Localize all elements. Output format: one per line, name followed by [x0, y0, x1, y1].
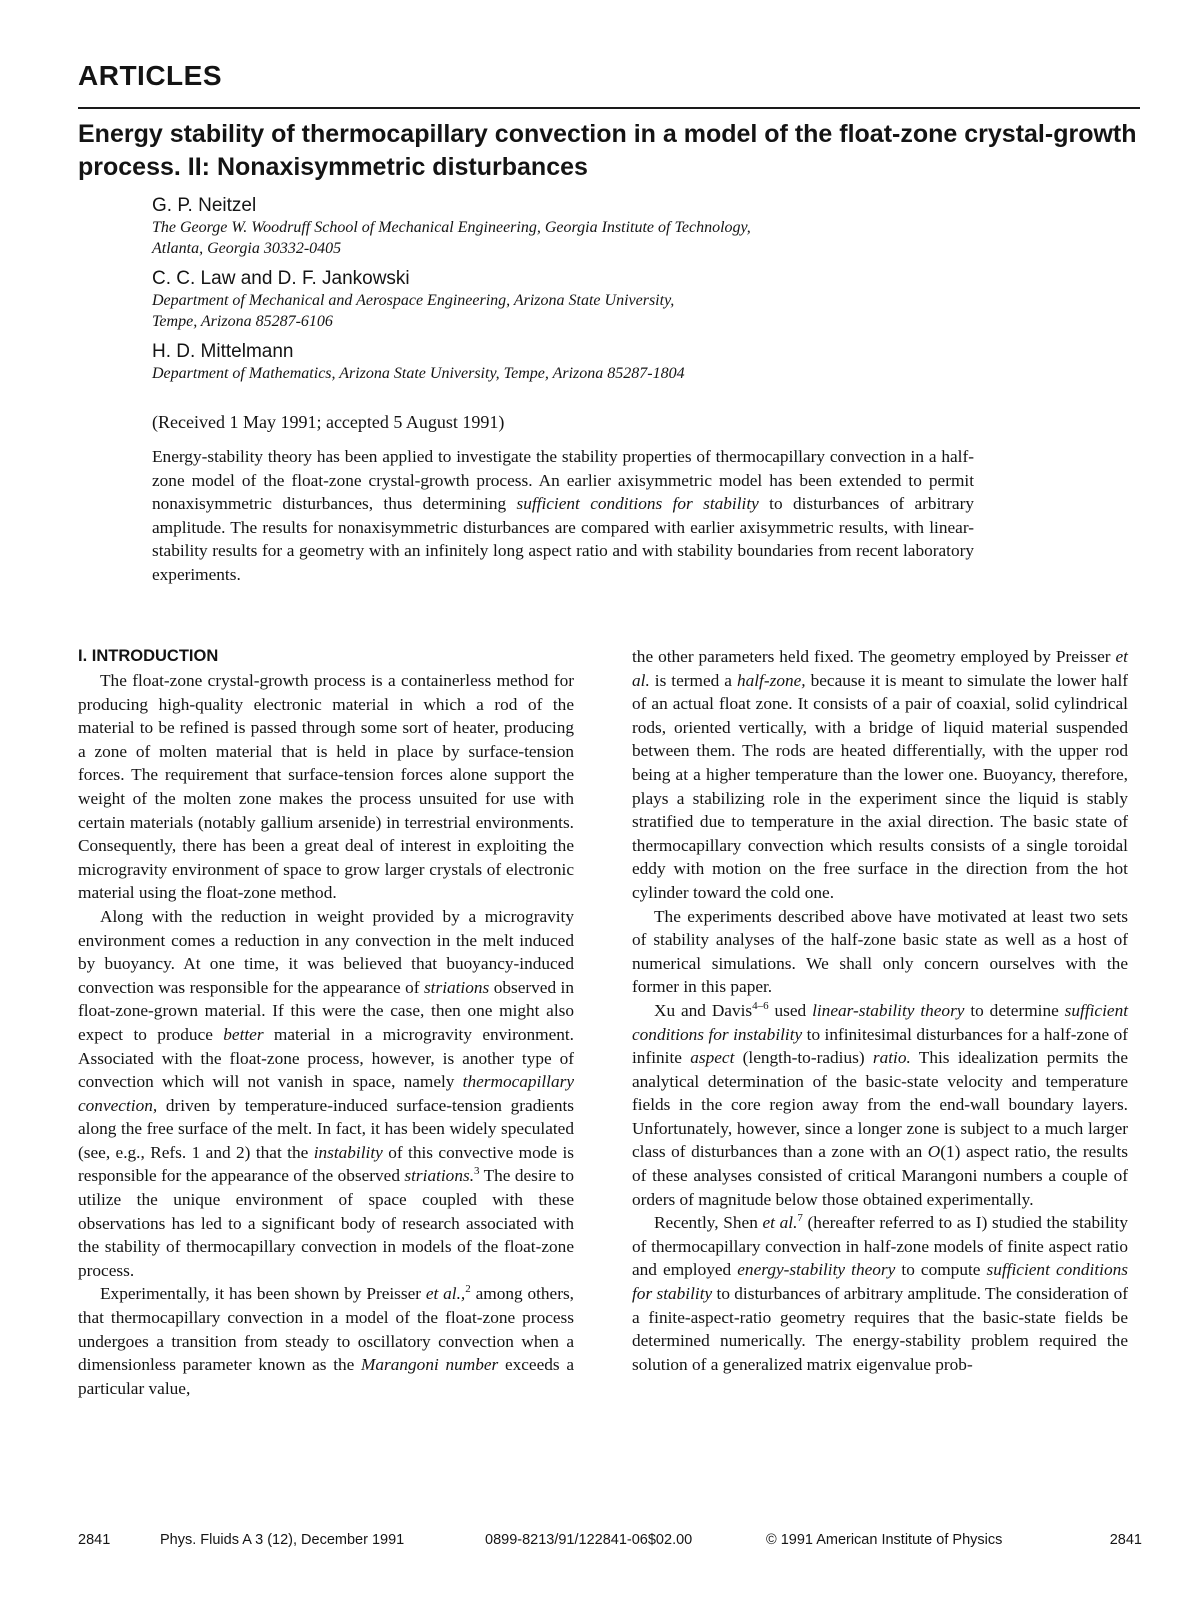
author-block	[152, 268, 1012, 332]
paragraph: The experiments described above have motivated at least two sets of stability analyses of the half-zone basic state as well as a host of numerical simulations. We shall only concern ourselves with the former in this paper.	[632, 906, 1128, 997]
author-name: H. D. Mittelmann	[152, 341, 294, 362]
page-footer	[78, 1532, 1142, 1556]
abstract-emphasis: sufficient conditions for stability	[516, 494, 759, 514]
right-column	[632, 645, 1128, 1376]
journal-citation: Phys. Fluids A 3 (12), December 1991	[160, 1532, 405, 1548]
copyright-notice: © 1991 American Institute of Physics	[766, 1532, 1003, 1548]
received-dates: (Received 1 May 1991; accepted 5 August 1991)	[152, 412, 505, 432]
article-code: 0899-8213/91/122841-06$02.00	[485, 1532, 693, 1548]
section-heading: I. INTRODUCTION	[78, 647, 219, 665]
page-number-left: 2841	[78, 1532, 111, 1548]
left-column	[78, 645, 574, 1400]
paragraph: Recently, Shen et al.$^7$ (hereafter referred to as I) studied the stability of thermocapillary convection in half-zone models of finite aspect ratio and employed energy-stability theory to compute sufficient conditions for stability to disturbances of arbitrary amplitude. The consideration of a finite-aspect-ratio geometry requires that the basic-state fields be determined numerically. The energy-stability problem required the solution of a generalized matrix eigenvalue prob-	[632, 1212, 1129, 1374]
paragraph: The float-zone crystal-growth process is a containerless method for producing high-quality electronic material in which a rod of the material to be refined is passed through some sort of heater, producing a zone of molten material that is held in place by surface-tension forces. The requirement that surface-tension forces alone support the weight of the molten zone makes the process unsuited for use with certain materials (notably gallium arsenide) in terrestrial environments. Consequently, there has been a great deal of interest in exploiting the microgravity environment of space to grow larger crystals of electronic material using the float-zone method.	[78, 671, 574, 903]
section-label: ARTICLES	[78, 60, 222, 91]
article-title: Energy stability of thermocapillary convection in a model of the float-zone crystal-growth process. II: Nonaxisymmetric disturbances	[78, 120, 1137, 181]
header-rule	[78, 107, 1140, 109]
paragraph: the other parameters held fixed. The geometry employed by Preisser et al. is termed a half-zone, because it is meant to simulate the lower half of an actual float zone. It consists of a pair of coaxial, solid cylindrical rods, oriented vertically, with a bridge of liquid material suspended between them. The rods are heated differentially, with the upper rod being at a higher temperature than the lower one. Buoyancy, therefore, plays a stabilizing role in the experiment since the liquid is stably stratified due to temperature in the axial direction. The basic state of thermocapillary convection which results consists of a single toroidal eddy with motion on the free surface in the direction from the hot cylinder toward the cold one.	[632, 647, 1128, 902]
author-name: C. C. Law and D. F. Jankowski	[152, 268, 410, 289]
author-name: G. P. Neitzel	[152, 195, 257, 216]
author-affiliation: The George W. Woodruff School of Mechanical Engineering, Georgia Institute of Technology, Atlanta, Georgia 30332-0405	[152, 219, 751, 257]
page-number-right: 2841	[1109, 1532, 1142, 1548]
abstract-text: Energy-stability theory has been applied to investigate the stability properties of thermocapillary convection in a half-zone model of the float-zone crystal-growth process. An earlier axisymmetric model has been extended to permit nonaxisymmetric disturbances, thus determining	[152, 447, 974, 514]
author-affiliation: Department of Mechanical and Aerospace Engineering, Arizona State University, Tempe, Arizona 85287-6106	[152, 292, 675, 330]
paragraph: Experimentally, it has been shown by Preisser et al.,$^2$ among others, that thermocapillary convection in a model of the float-zone process undergoes a transition from steady to oscillatory convection when a dimensionless parameter known as the Marangoni number exceeds a particular value,	[78, 1283, 575, 1398]
abstract	[152, 445, 974, 587]
abstract-text: to disturbances of arbitrary amplitude. The results for nonaxisymmetric disturbances are compared with earlier axisymmetric results, with linear-stability results for a geometry with an infinitely long aspect ratio and with stability boundaries from recent laboratory experiments.	[152, 494, 974, 584]
author-list	[152, 195, 1012, 393]
paragraph: Along with the reduction in weight provided by a microgravity environment comes a reduction in any convection in the melt induced by buoyancy. At one time, it was believed that buoyancy-induced convection was responsible for the appearance of striations observed in float-zone-grown material. If this were the case, then one might also expect to produce better material in a microgravity environment. Associated with the float-zone process, however, is another type of convection which will not vanish in space, namely thermocapillary convection, driven by temperature-induced surface-tension gradients along the free surface of the melt. In fact, it has been widely speculated (see, e.g., Refs. 1 and 2) that the instability of this convective mode is responsible for the appearance of the observed striations.$^3$ The desire to utilize the unique environment of space coupled with these observations has led to a significant body of research associated with the stability of thermocapillary convection in models of the float-zone process.	[78, 906, 575, 1280]
author-affiliation: Department of Mathematics, Arizona State University, Tempe, Arizona 85287-1804	[152, 365, 685, 382]
author-block	[152, 341, 1012, 384]
paragraph: Xu and Davis$^{4-6}$ used linear-stability theory to determine sufficient conditions for instability to infinitesimal disturbances for a half-zone of infinite aspect (length-to-radius) ratio. This idealization permits the analytical determination of the basic-state velocity and temperature fields in the core region away from the end-wall boundary layers. Unfortunately, however, since a longer zone is subject to a much larger class of disturbances than a zone with an O(1) aspect ratio, the results of these analyses consisted of critical Marangoni numbers a couple of orders of magnitude below those obtained experimentally.	[632, 1000, 1129, 1209]
author-block	[152, 195, 1012, 259]
